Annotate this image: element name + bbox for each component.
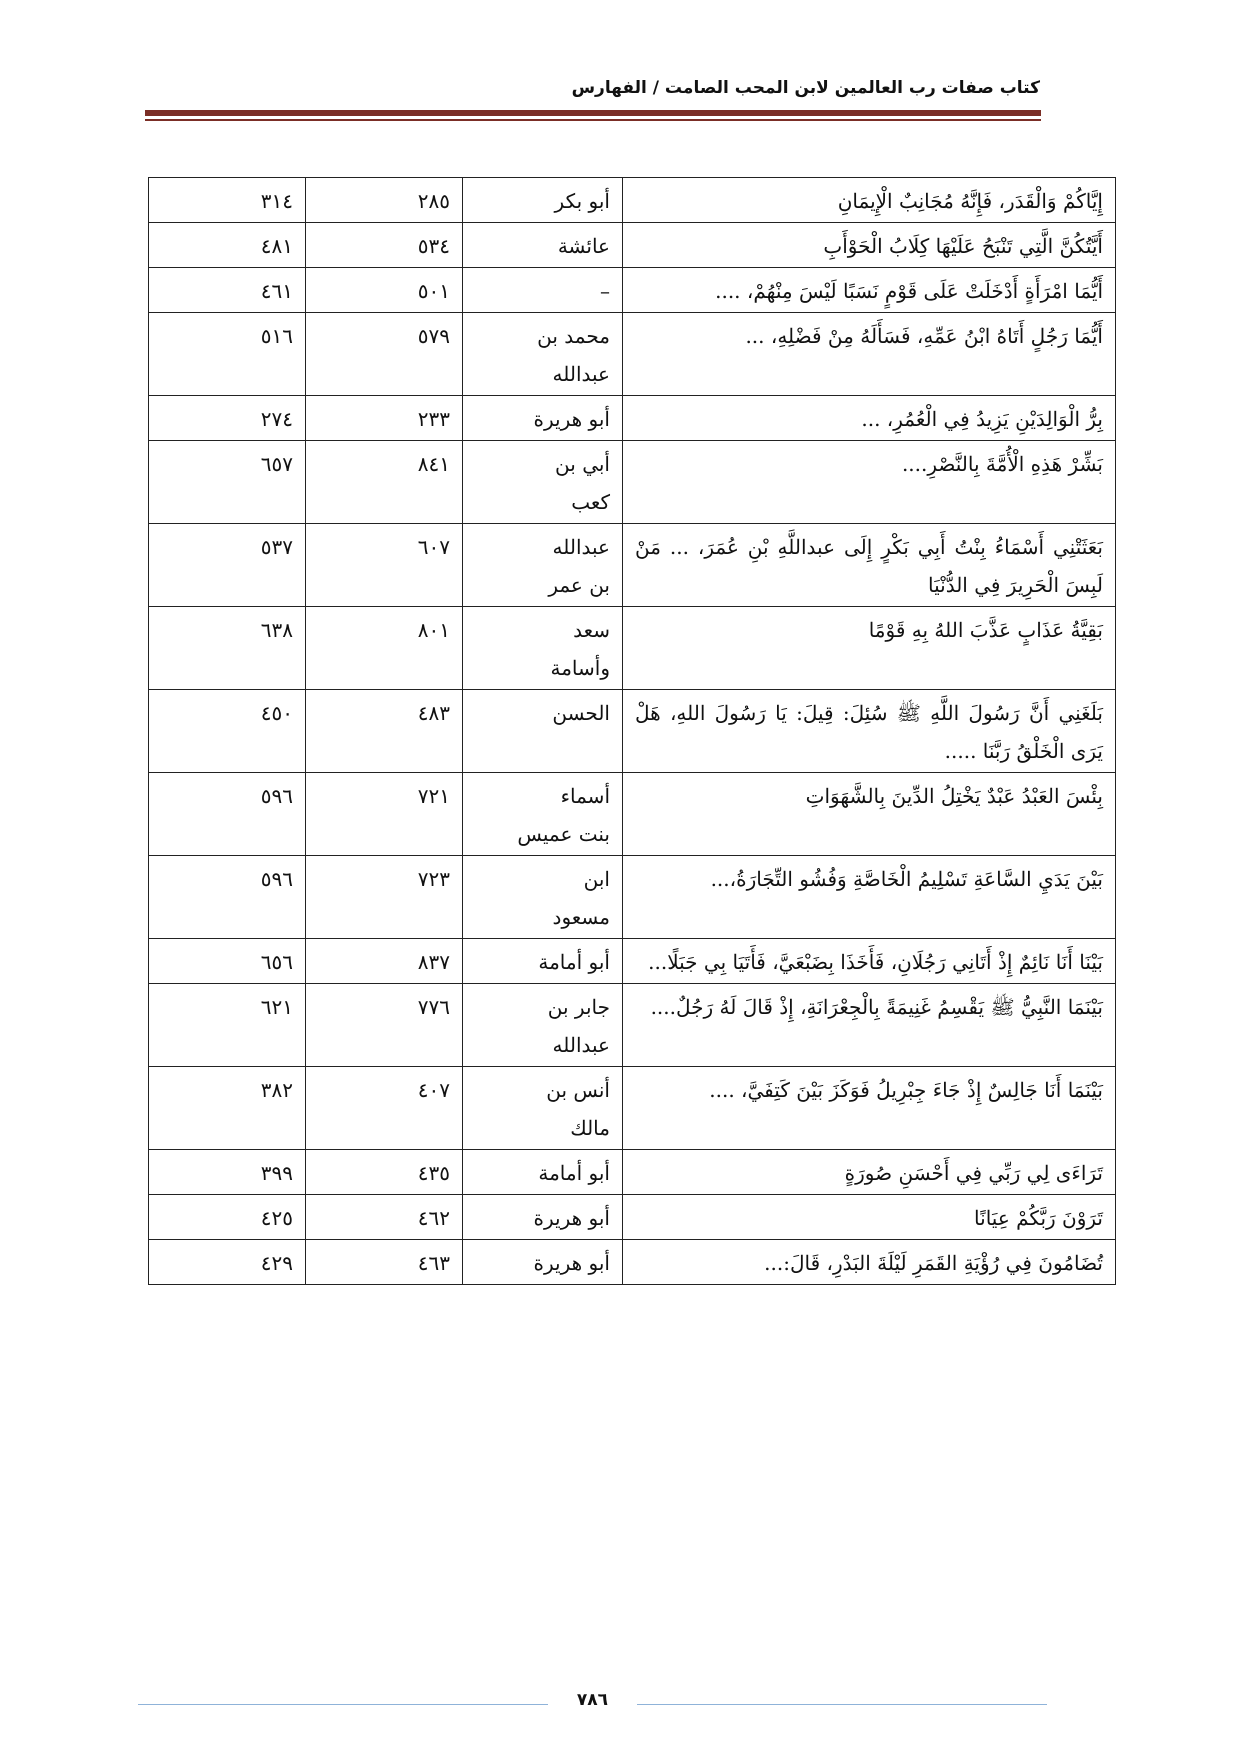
narrator-name-line: أبو أمامة [538, 950, 610, 974]
narrator-cell [463, 607, 623, 690]
narrator-name-line: بنت عميس [517, 822, 610, 846]
narrator-cell [463, 1240, 623, 1285]
hadith-text-cell: أَيَّتُكُنَّ الَّتِي تَنْبَحُ عَلَيْهَا كِلَابُ الْحَوْأَبِ [623, 223, 1116, 268]
narrator-cell [463, 773, 623, 856]
table-row [149, 1240, 1116, 1285]
page-reference-cell: ٤٦١ [149, 268, 306, 313]
page-number: ٧٨٦ [576, 1690, 609, 1710]
narrator-name-line: مالك [570, 1116, 610, 1140]
hadith-number-cell: ٦٠٧ [306, 524, 463, 607]
table-row [149, 773, 1116, 856]
page-reference-cell: ٤٢٩ [149, 1240, 306, 1285]
narrator-cell [463, 178, 623, 223]
narrator-cell [463, 441, 623, 524]
footer-rule-left [138, 1704, 548, 1705]
hadith-text-cell: أَيُّمَا رَجُلٍ أَتَاهُ ابْنُ عَمِّهِ، فَسَأَلَهُ مِنْ فَضْلِهِ، ... [623, 313, 1116, 396]
narrator-name-line: محمد بن [537, 324, 610, 348]
table-row [149, 607, 1116, 690]
page-reference-cell: ٣٩٩ [149, 1150, 306, 1195]
page-reference-cell: ٤٥٠ [149, 690, 306, 773]
table-row [149, 313, 1116, 396]
page-reference-cell: ٦٥٦ [149, 939, 306, 984]
page-reference-cell: ٥٩٦ [149, 773, 306, 856]
table-row [149, 396, 1116, 441]
hadith-index-table [148, 177, 1116, 1285]
hadith-text-cell: بَيْنَمَا أَنَا جَالِسٌ إِذْ جَاءَ جِبْرِيلُ فَوَكَزَ بَيْنَ كَتِفَيَّ، .... [623, 1067, 1116, 1150]
narrator-name-line: أنس بن [546, 1078, 610, 1102]
narrator-name-line: أبو هريرة [533, 407, 610, 431]
hadith-text-cell: تَرَاءَى لِي رَبِّي فِي أَحْسَنِ صُورَةٍ [623, 1150, 1116, 1195]
page-reference-cell: ٥٩٦ [149, 856, 306, 939]
table-row [149, 1067, 1116, 1150]
page-reference-cell: ٥٣٧ [149, 524, 306, 607]
page-reference-cell: ٤٨١ [149, 223, 306, 268]
narrator-cell [463, 524, 623, 607]
page-reference-cell: ٣١٤ [149, 178, 306, 223]
hadith-number-cell: ٥٠١ [306, 268, 463, 313]
narrator-name-line: الحسن [552, 701, 610, 725]
page-reference-cell: ٢٧٤ [149, 396, 306, 441]
page-reference-cell: ٣٨٢ [149, 1067, 306, 1150]
hadith-number-cell: ٧٢١ [306, 773, 463, 856]
hadith-number-cell: ٨٣٧ [306, 939, 463, 984]
narrator-name-line: مسعود [552, 905, 610, 929]
narrator-name-line: عبدالله [552, 362, 610, 386]
narrator-cell [463, 396, 623, 441]
hadith-number-cell: ٥٣٤ [306, 223, 463, 268]
running-header-title: كتاب صفات رب العالمين لابن المحب الصامت / الفهارس [571, 78, 1040, 98]
hadith-text-cell: بَشِّرْ هَذِهِ الْأُمَّةَ بِالنَّصْرِ.... [623, 441, 1116, 524]
narrator-name-line: أبو هريرة [533, 1251, 610, 1275]
narrator-cell [463, 223, 623, 268]
narrator-name-line: جابر بن [547, 995, 610, 1019]
narrator-name-line: أبو بكر [554, 189, 610, 213]
hadith-number-cell: ٤٨٣ [306, 690, 463, 773]
hadith-text-cell: بِرُّ الْوَالِدَيْنِ يَزِيدُ فِي الْعُمُرِ، ... [623, 396, 1116, 441]
footer-rule-right [637, 1704, 1047, 1705]
hadith-number-cell: ٢٨٥ [306, 178, 463, 223]
page-reference-cell: ٦٥٧ [149, 441, 306, 524]
hadith-number-cell: ٢٣٣ [306, 396, 463, 441]
hadith-number-cell: ٥٧٩ [306, 313, 463, 396]
hadith-text-cell: بَيْنَ يَدَيِ السَّاعَةِ تَسْلِيمُ الْخَاصَّةِ وَفُشُو التِّجَارَةُ،... [623, 856, 1116, 939]
narrator-cell [463, 1195, 623, 1240]
narrator-cell [463, 984, 623, 1067]
narrator-cell [463, 268, 623, 313]
narrator-name-line: كعب [571, 490, 610, 514]
hadith-number-cell: ٨٠١ [306, 607, 463, 690]
hadith-number-cell: ٨٤١ [306, 441, 463, 524]
table-row [149, 690, 1116, 773]
narrator-name-line: أبو هريرة [533, 1206, 610, 1230]
hadith-number-cell: ٤٠٧ [306, 1067, 463, 1150]
hadith-number-cell: ٧٢٣ [306, 856, 463, 939]
narrator-name-line: وأسامة [550, 656, 610, 680]
hadith-text-cell: بَيْنَا أَنَا نَائِمٌ إِذْ أَتَانِي رَجُلَانِ، فَأَخَذَا بِضَبْعَيَّ، فَأَتَيَا بِي جَبَلًا... [623, 939, 1116, 984]
narrator-name-line: أبي بن [555, 452, 610, 476]
table-row [149, 1150, 1116, 1195]
header-rule-thin [145, 119, 1041, 121]
table-row [149, 1195, 1116, 1240]
hadith-text-cell: بِئْسَ العَبْدُ عَبْدٌ يَخْتِلُ الدِّينَ بِالشَّهَوَاتِ [623, 773, 1116, 856]
hadith-text-cell: بَعَثَتْنِي أَسْمَاءُ بِنْتُ أَبِي بَكْرٍ إِلَى عبداللَّهِ بْنِ عُمَرَ، ... مَنْ لَبِسَ الْحَرِيرَ فِي الدُّنْيَا [623, 524, 1116, 607]
table-row [149, 178, 1116, 223]
hadith-text-cell: بَقِيَّةُ عَذَابٍ عَذَّبَ اللهُ بِهِ قَوْمًا [623, 607, 1116, 690]
narrator-cell [463, 1067, 623, 1150]
hadith-text-cell: تُضَامُونَ فِي رُؤْيَةِ القَمَرِ لَيْلَةَ البَدْرِ، قَالَ:... [623, 1240, 1116, 1285]
header-rule-thick [145, 110, 1041, 116]
narrator-cell [463, 1150, 623, 1195]
hadith-number-cell: ٤٦٢ [306, 1195, 463, 1240]
page-reference-cell: ٦٣٨ [149, 607, 306, 690]
page-reference-cell: ٦٢١ [149, 984, 306, 1067]
hadith-number-cell: ٤٦٣ [306, 1240, 463, 1285]
narrator-cell [463, 856, 623, 939]
hadith-text-cell: بَلَغَنِي أَنَّ رَسُولَ اللَّهِ ﷺ سُئِلَ: قِيلَ: يَا رَسُولَ اللهِ، هَلْ يَرَى الْخَلْقُ رَبَّنَا ..... [623, 690, 1116, 773]
hadith-text-cell: إِيَّاكُمْ وَالْقَدَر، فَإِنَّهُ مُجَانِبٌ الْإِيمَانِ [623, 178, 1116, 223]
hadith-text-cell: أَيُّمَا امْرَأَةٍ أَدْخَلَتْ عَلَى قَوْمٍ نَسَبًا لَيْسَ مِنْهُمْ، .... [623, 268, 1116, 313]
narrator-name-line: أبو أمامة [538, 1161, 610, 1185]
narrator-name-line: – [600, 279, 610, 303]
narrator-name-line: بن عمر [548, 573, 610, 597]
table-row [149, 984, 1116, 1067]
hadith-number-cell: ٤٣٥ [306, 1150, 463, 1195]
table-row [149, 441, 1116, 524]
table-row [149, 223, 1116, 268]
table-row [149, 268, 1116, 313]
narrator-name-line: ابن [583, 867, 610, 891]
narrator-cell [463, 939, 623, 984]
narrator-name-line: عائشة [557, 234, 610, 258]
page-reference-cell: ٤٢٥ [149, 1195, 306, 1240]
narrator-name-line: عبدالله [552, 535, 610, 559]
hadith-text-cell: تَرَوْنَ رَبَّكُمْ عِيَانًا [623, 1195, 1116, 1240]
narrator-name-line: عبدالله [552, 1033, 610, 1057]
narrator-cell [463, 313, 623, 396]
narrator-name-line: سعد [573, 618, 610, 642]
page-reference-cell: ٥١٦ [149, 313, 306, 396]
narrator-name-line: أسماء [560, 784, 610, 808]
narrator-cell [463, 690, 623, 773]
hadith-number-cell: ٧٧٦ [306, 984, 463, 1067]
table-row [149, 939, 1116, 984]
hadith-text-cell: بَيْنَمَا النَّبِيُّ ﷺ يَقْسِمُ غَنِيمَةً بِالْجِعْرَانَةِ، إِذْ قَالَ لَهُ رَجُلٌ.... [623, 984, 1116, 1067]
table-row [149, 524, 1116, 607]
table-row [149, 856, 1116, 939]
